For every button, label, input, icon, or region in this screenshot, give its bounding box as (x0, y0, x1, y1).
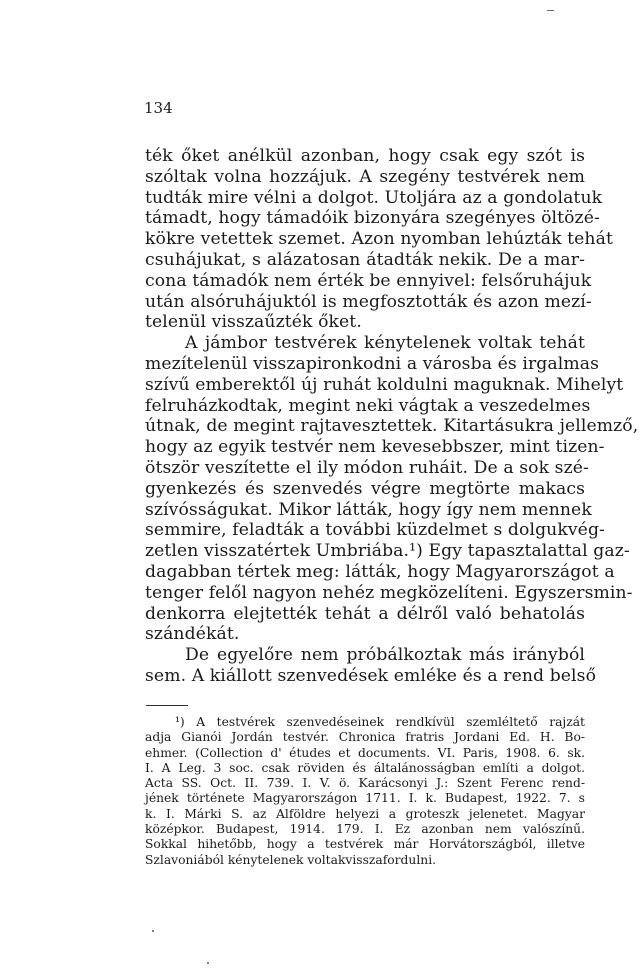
footnote-line: Sokkal hihetőbb, hogy a testvérek már Horvátországból, illetve (145, 837, 585, 852)
text-line: A jámbor testvérek kénytelenek voltak tehát (185, 333, 585, 354)
footnote-line: jének története Magyarországon 1711. I. k. Budapest, 1922. 7. s (145, 791, 585, 806)
text-line: szívű emberektől új ruhát koldulni maguknak. Mihelyt (145, 374, 624, 395)
text-line: ötször veszítette el ily módon ruháit. De a sok szé- (145, 457, 589, 478)
text-line: kökre vetettek szemet. Azon nyomban lehúzták tehát (145, 229, 613, 250)
footnote-line: Szlavoniából kénytelenek voltakvisszafordulni. (145, 852, 437, 867)
text-line: gyenkezés és szenvedés végre megtörte makacs (145, 478, 585, 499)
text-line: De egyelőre nem próbálkoztak más irányból (185, 645, 585, 666)
text-line: ték őket anélkül azonban, hogy csak egy szót is (145, 146, 585, 166)
text-line: szándékát. (145, 624, 240, 645)
text-line: tudták mire vélni a dolgot. Utoljára az a gondolatuk (145, 187, 603, 208)
text-line: után alsóruhájuktól is megfosztották és azon mezí- (145, 291, 592, 312)
footnote-line: I. A Leg. 3 soc. csak röviden és általánosságban említi a dolgot. (145, 760, 585, 775)
text-line: semmire, feladták a további küzdelmet s dolgukvég- (145, 520, 605, 541)
footnote-line: ehmer. (Collection d' études et documents. VI. Paris, 1908. 6. sk. (145, 745, 585, 760)
text-line: szívósságukat. Mikor látták, hogy így nem mennek (145, 499, 592, 520)
footnote-line: ¹) A testvérek szenvedéseinek rendkívül szemléltető rajzát (175, 715, 585, 729)
page-number: 134 (144, 99, 173, 117)
text-line: mezítelenül visszapironkodni a városba és irgalmas (145, 353, 599, 374)
text-line: sem. A kiállott szenvedések emléke és a rend belső (145, 665, 597, 686)
text-line: hogy az egyik testvér nem kevesebbszer, mint tizen- (145, 437, 605, 458)
footnote (145, 715, 585, 868)
scan-speck (207, 962, 209, 964)
text-line: tenger felől nagyon nehéz megközelíteni. Egyszersmin- (145, 582, 633, 603)
footnote-line: Acta SS. Oct. II. 739. I. V. ö. Karácsonyi J.: Szent Ferenc rend- (145, 776, 585, 791)
footnote-line: adja Gianói Jordán testvér. Chronica fratris Jordani Ed. H. Bo- (145, 730, 585, 745)
text-line: cona támadók nem érték be ennyivel: felsőruhájuk (145, 270, 592, 291)
text-line: csuhájukat, s alázatosan átadták nekik. De a mar- (145, 249, 585, 270)
text-line: dagabban tértek meg: látták, hogy Magyarországot a (145, 561, 615, 582)
text-line: telenül visszaűzték őket. (145, 312, 362, 333)
scan-mark (547, 10, 554, 11)
footnote-line: középkor. Budapest, 1914. 179. I. Ez azonban nem valószínű. (145, 822, 585, 837)
body-text (145, 146, 639, 687)
text-line: útnak, de megint rajtavesztettek. Kitartásukra jellemző, (145, 416, 639, 437)
text-line: denkorra elejtették tehát a délről való behatolás (145, 603, 585, 624)
text-line: szóltak volna hozzájuk. A szegény testvérek nem (145, 166, 585, 187)
text-line: zetlen visszatértek Umbriába.¹) Egy tapasztalattal gaz- (145, 541, 630, 562)
scan-speck (152, 930, 154, 932)
footnote-line: k. I. Márki S. az Alföldre helyezi a groteszk jelenetet. Magyar (145, 806, 585, 821)
text-line: felruházkodtak, megint neki vágtak a veszedelmes (145, 395, 591, 416)
text-line: támadt, hogy támadóik bizonyára szegényes öltözé- (145, 208, 600, 229)
footnote-separator (146, 705, 188, 706)
